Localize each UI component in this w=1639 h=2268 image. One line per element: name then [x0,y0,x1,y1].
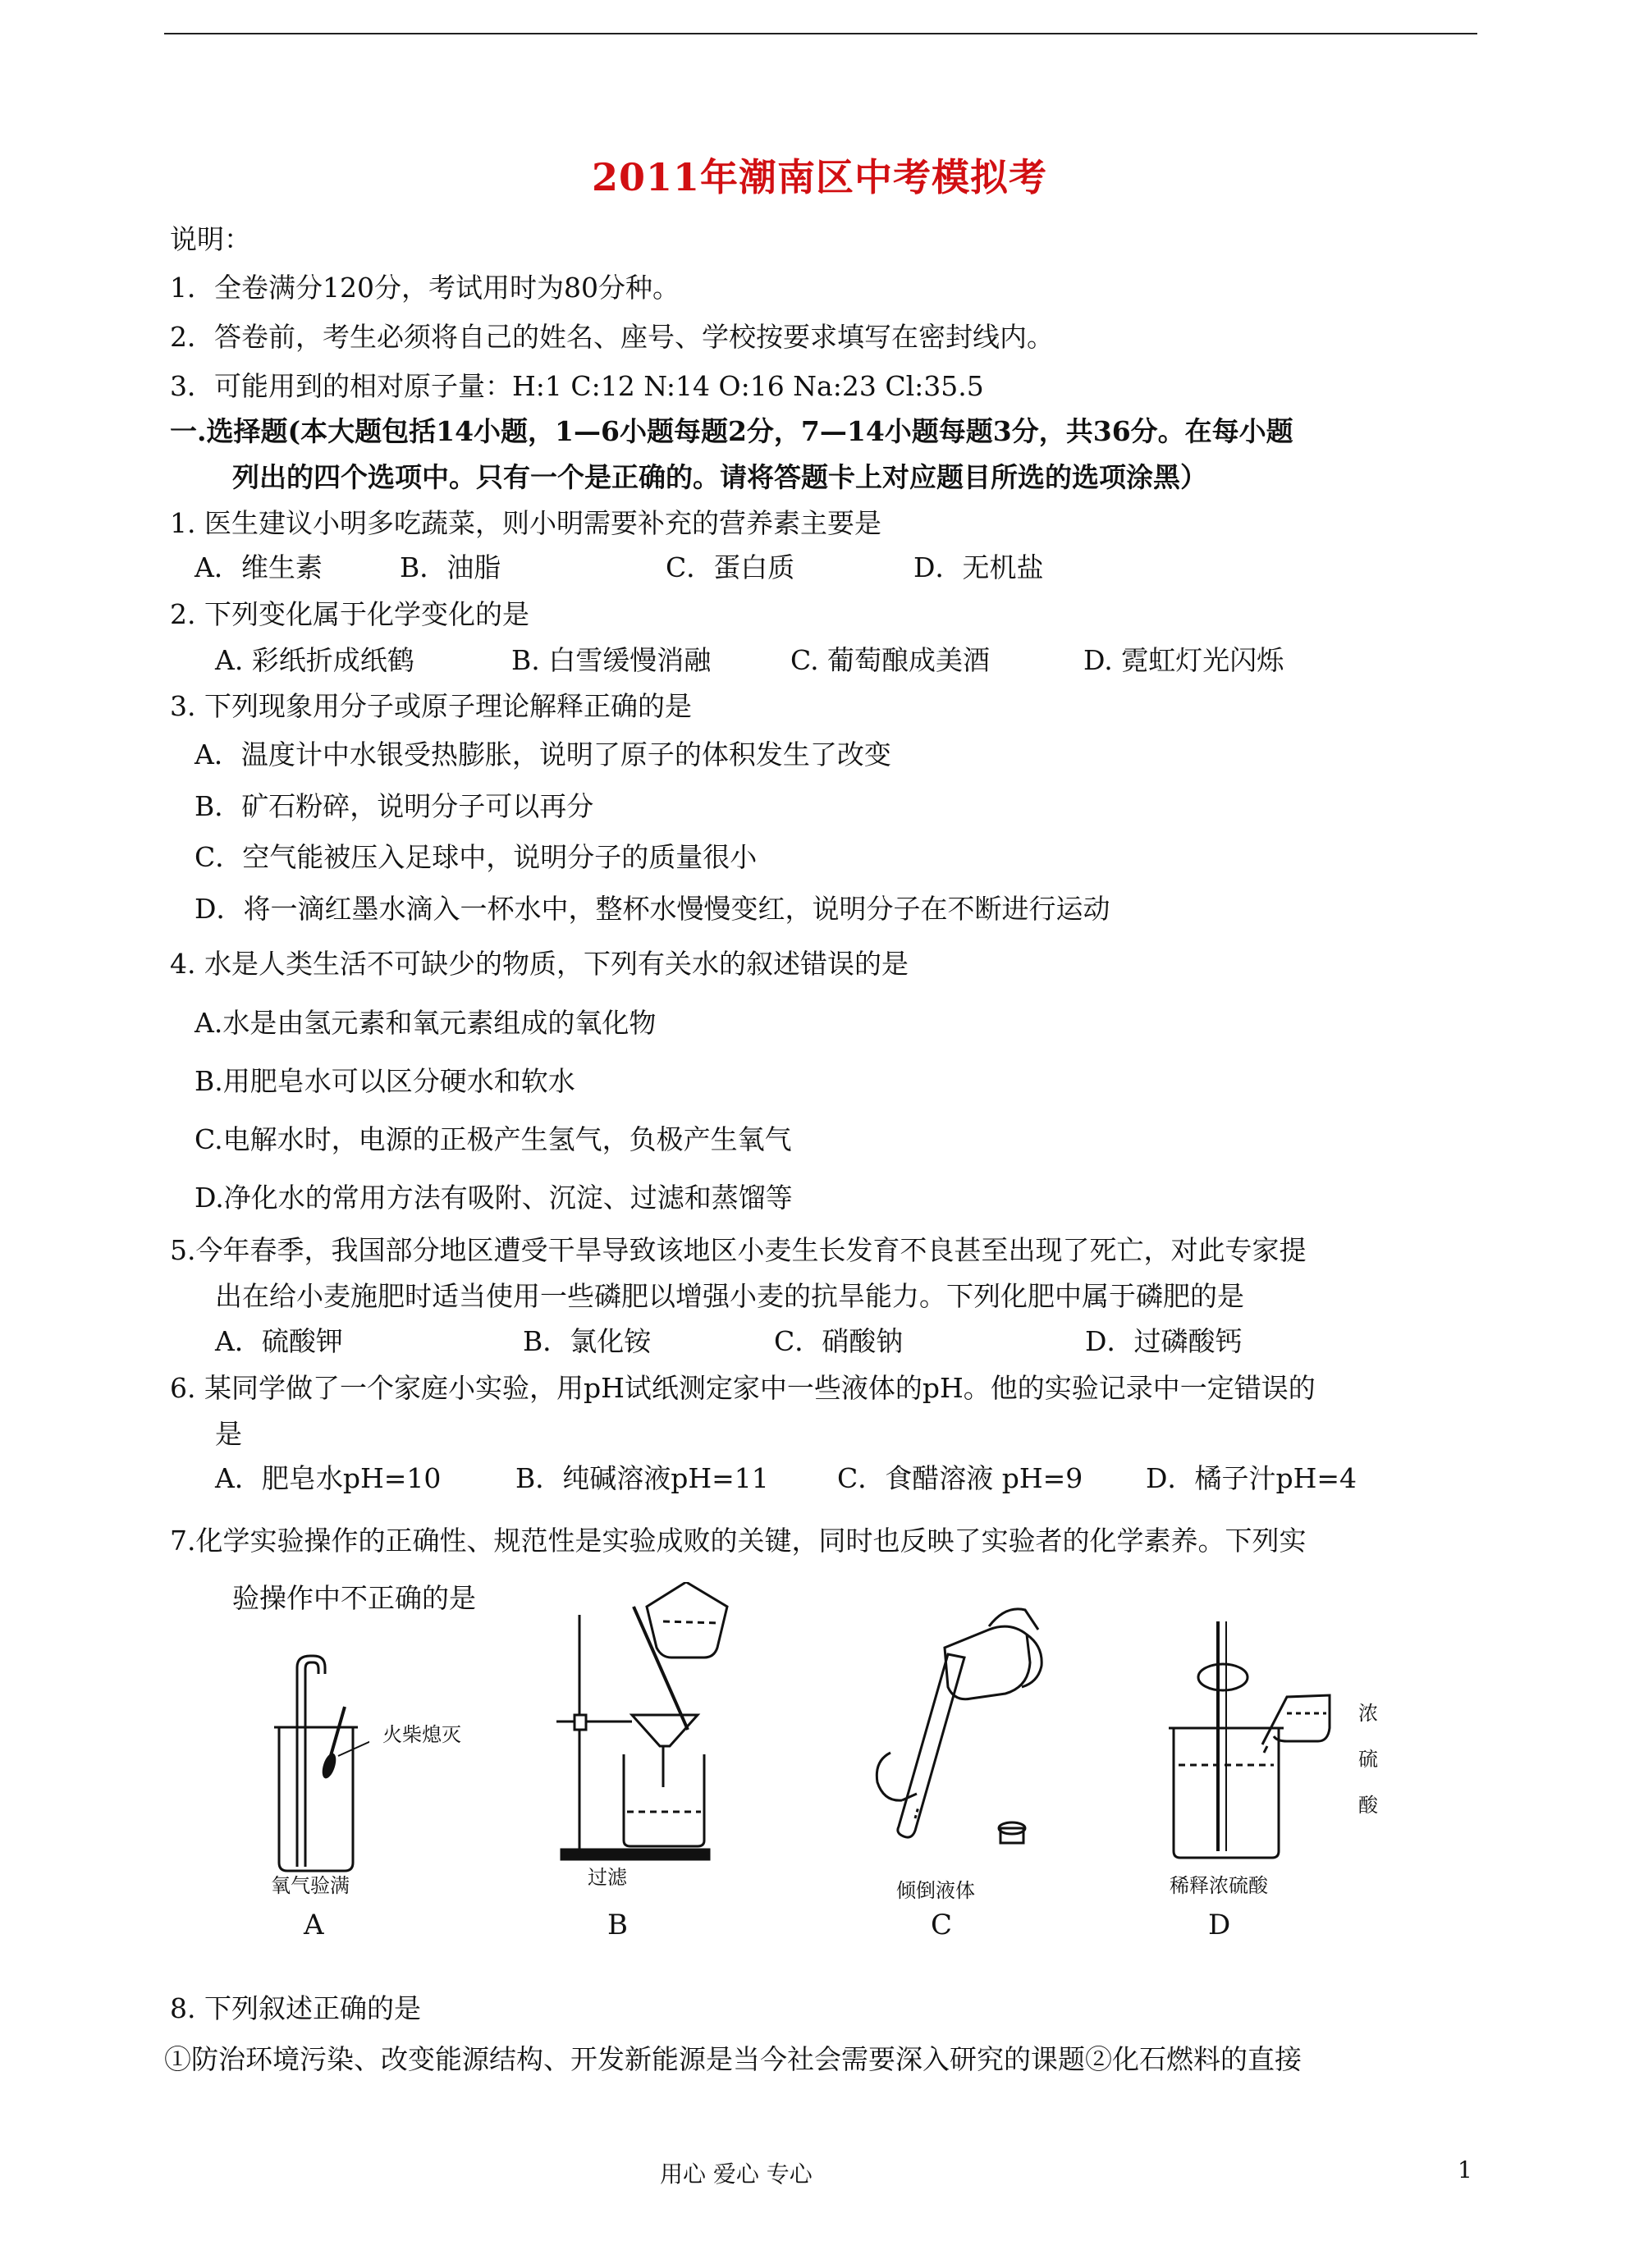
figure-d-side-label: 硫 [1358,1748,1378,1771]
question-8-stem: 8. 下列叙述正确的是 [170,1992,421,2024]
figure-c-letter: C [931,1909,953,1941]
question-5-option-a: A．硫酸钾 [215,1325,343,1357]
question-6-option-d: D．橘子汁pH=4 [1146,1462,1357,1494]
question-6-stem-line2: 是 [215,1418,242,1450]
question-5-option-b: B．氯化铵 [523,1325,652,1357]
question-2-option-c: C. 葡萄酿成美酒 [790,644,991,676]
figure-c-pouring-liquid [866,1597,1055,1868]
question-8-text: ①防治环境污染、改变能源结构、开发新能源是当今社会需要深入研究的课题②化石燃料的直接 [164,2043,1302,2075]
figure-d-letter: D [1208,1909,1231,1941]
question-5-option-c: C．硝酸钠 [774,1325,904,1357]
figure-d-side-label: 浓 [1358,1702,1378,1725]
note-item: 1．全卷满分120分，考试用时为80分种。 [170,272,680,304]
question-6-stem-line1: 6. 某同学做了一个家庭小实验，用pH试纸测定家中一些液体的pH。他的实验记录中一定错误的 [170,1372,1316,1404]
page-title: 2011年潮南区中考模拟考 [591,155,1048,199]
section-heading-line2: 列出的四个选项中。只有一个是正确的。请将答题卡上对应题目所选的选项涂黑） [232,461,1207,493]
question-7-stem-line2: 验操作中不正确的是 [232,1582,476,1614]
question-1-stem: 1. 医生建议小明多吃蔬菜，则小明需要补充的营养素主要是 [170,507,881,539]
question-4-option-a: A.水是由氢元素和氧元素组成的氧化物 [195,1007,657,1039]
question-1-option-a: A．维生素 [195,551,323,583]
question-3-option-d: D．将一滴红墨水滴入一杯水中，整杯水慢慢变红，说明分子在不断进行运动 [195,893,1110,925]
question-4-option-d: D.净化水的常用方法有吸附、沉淀、过滤和蒸馏等 [195,1182,793,1214]
question-4-option-c: C.电解水时，电源的正极产生氢气，负极产生氧气 [195,1123,792,1155]
figure-a-oxygen-bottle [263,1649,369,1879]
question-1-option-d: D．无机盐 [913,551,1044,583]
question-3-option-a: A．温度计中水银受热膨胀，说明了原子的体积发生了改变 [195,738,891,770]
notes-heading: 说明： [170,223,251,255]
figure-b-filtration [542,1582,730,1861]
question-4-stem: 4. 水是人类生活不可缺少的物质，下列有关水的叙述错误的是 [170,948,909,980]
figure-b-letter: B [607,1909,628,1941]
question-1-option-b: B．油脂 [400,551,501,583]
note-item: 2．答卷前，考生必须将自己的姓名、座号、学校按要求填写在密封线内。 [170,321,1054,353]
question-2-stem: 2. 下列变化属于化学变化的是 [170,598,529,630]
question-1-option-c: C．蛋白质 [666,551,795,583]
page-number: 1 [1458,2156,1472,2183]
figure-c-caption: 倾倒液体 [896,1879,975,1902]
figure-d-diluting-acid [1165,1621,1346,1868]
question-2-option-b: B. 白雪缓慢消融 [511,644,712,676]
question-4-option-b: B.用肥皂水可以区分硬水和软水 [195,1065,575,1097]
figure-a-label: 火柴熄灭 [382,1723,461,1746]
section-heading-line1: 一.选择题(本大题包括14小题，1—6小题每题2分，7—14小题每题3分，共36分。在每小题 [170,415,1293,447]
question-6-option-c: C．食醋溶液 pH=9 [837,1462,1083,1494]
question-5-stem-line1: 5.今年春季，我国部分地区遭受干旱导致该地区小麦生长发育不良甚至出现了死亡，对此专家提 [170,1234,1307,1266]
figure-a-caption: 氧气验满 [271,1874,350,1897]
figure-b-caption: 过滤 [588,1866,627,1889]
figure-d-side-label: 酸 [1358,1794,1378,1817]
question-2-option-d: D. 霓虹灯光闪烁 [1083,644,1284,676]
note-item: 3．可能用到的相对原子量：H:1 C:12 N:14 O:16 Na:23 Cl:35.5 [170,370,984,402]
figure-a-letter: A [304,1909,324,1941]
header-rule [164,33,1477,34]
question-5-stem-line2: 出在给小麦施肥时适当使用一些磷肥以增强小麦的抗旱能力。下列化肥中属于磷肥的是 [215,1280,1244,1312]
question-5-option-d: D．过磷酸钙 [1085,1325,1243,1357]
question-3-option-c: C．空气能被压入足球中，说明分子的质量很小 [195,841,758,873]
figure-d-caption: 稀释浓硫酸 [1170,1874,1268,1897]
question-3-option-b: B．矿石粉碎，说明分子可以再分 [195,790,594,822]
footer-motto: 用心 爱心 专心 [660,2161,813,2188]
question-3-stem: 3. 下列现象用分子或原子理论解释正确的是 [170,690,692,722]
question-6-option-b: B．纯碱溶液pH=11 [515,1462,769,1494]
question-7-stem-line1: 7.化学实验操作的正确性、规范性是实验成败的关键，同时也反映了实验者的化学素养。下列实 [170,1525,1307,1557]
question-2-option-a: A. 彩纸折成纸鹤 [215,644,414,676]
question-6-option-a: A．肥皂水pH=10 [215,1462,442,1494]
